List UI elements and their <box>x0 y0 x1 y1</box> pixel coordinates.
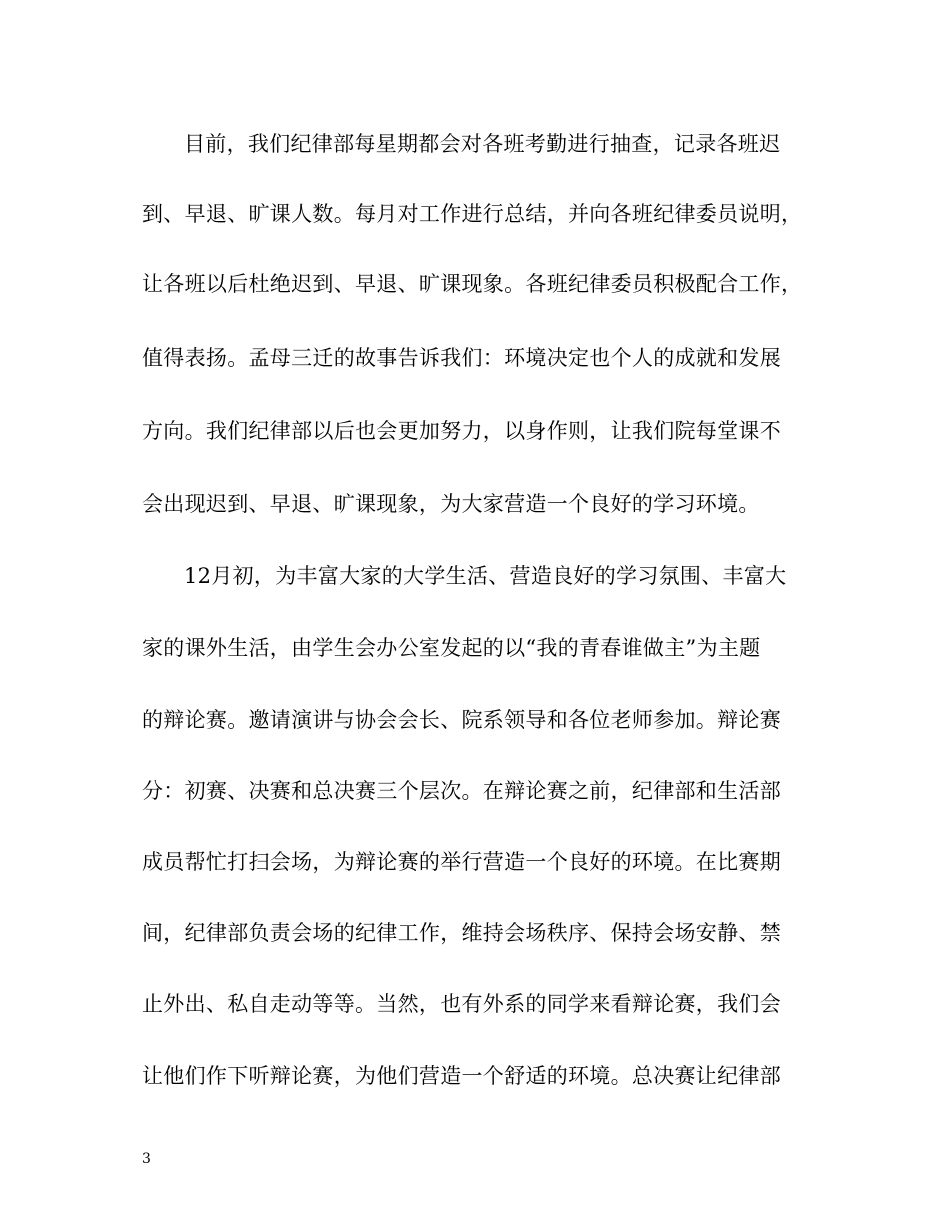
paragraph-1-line-4: 值得表扬。孟母三迁的故事告诉我们：环境决定也个人的成就和发展 <box>142 346 781 370</box>
paragraph-2-line-6: 间，纪律部负责会场的纪律工作，维持会场秩序、保持会场安静、禁 <box>142 921 781 945</box>
paragraph-1-line-5: 方向。我们纪律部以后也会更加努力，以身作则，让我们院每堂课不 <box>142 419 781 443</box>
paragraph-2-line-3: 的辩论赛。邀请演讲与协会会长、院系领导和各位老师参加。辩论赛 <box>142 708 781 732</box>
paragraph-2-line-8: 让他们作下听辩论赛，为他们营造一个舒适的环境。总决赛让纪律部 <box>142 1064 781 1088</box>
paragraph-2-line-1: 12月初，为丰富大家的大学生活、营造良好的学习氛围、丰富大 <box>184 564 787 588</box>
paragraph-1-line-1: 目前，我们纪律部每星期都会对各班考勤进行抽查，记录各班迟 <box>184 132 781 156</box>
paragraph-2-line-5: 成员帮忙打扫会场，为辩论赛的举行营造一个良好的环境。在比赛期 <box>142 850 781 874</box>
paragraph-2-line-7: 止外出、私自走动等等。当然，也有外系的同学来看辩论赛，我们会 <box>142 992 781 1016</box>
paragraph-2-line-4: 分：初赛、决赛和总决赛三个层次。在辩论赛之前，纪律部和生活部 <box>142 779 781 803</box>
paragraph-1-line-6: 会出现迟到、早退、旷课现象，为大家营造一个良好的学习环境。 <box>142 492 760 516</box>
page-number: 3 <box>142 1151 151 1167</box>
paragraph-2-line-2: 家的课外生活，由学生会办公室发起的以“我的青春谁做主”为主题 <box>142 636 761 660</box>
paragraph-1-line-2: 到、早退、旷课人数。每月对工作进行总结，并向各班纪律委员说明， <box>142 202 803 226</box>
paragraph-1-line-3: 让各班以后杜绝迟到、早退、旷课现象。各班纪律委员积极配合工作， <box>142 272 803 296</box>
